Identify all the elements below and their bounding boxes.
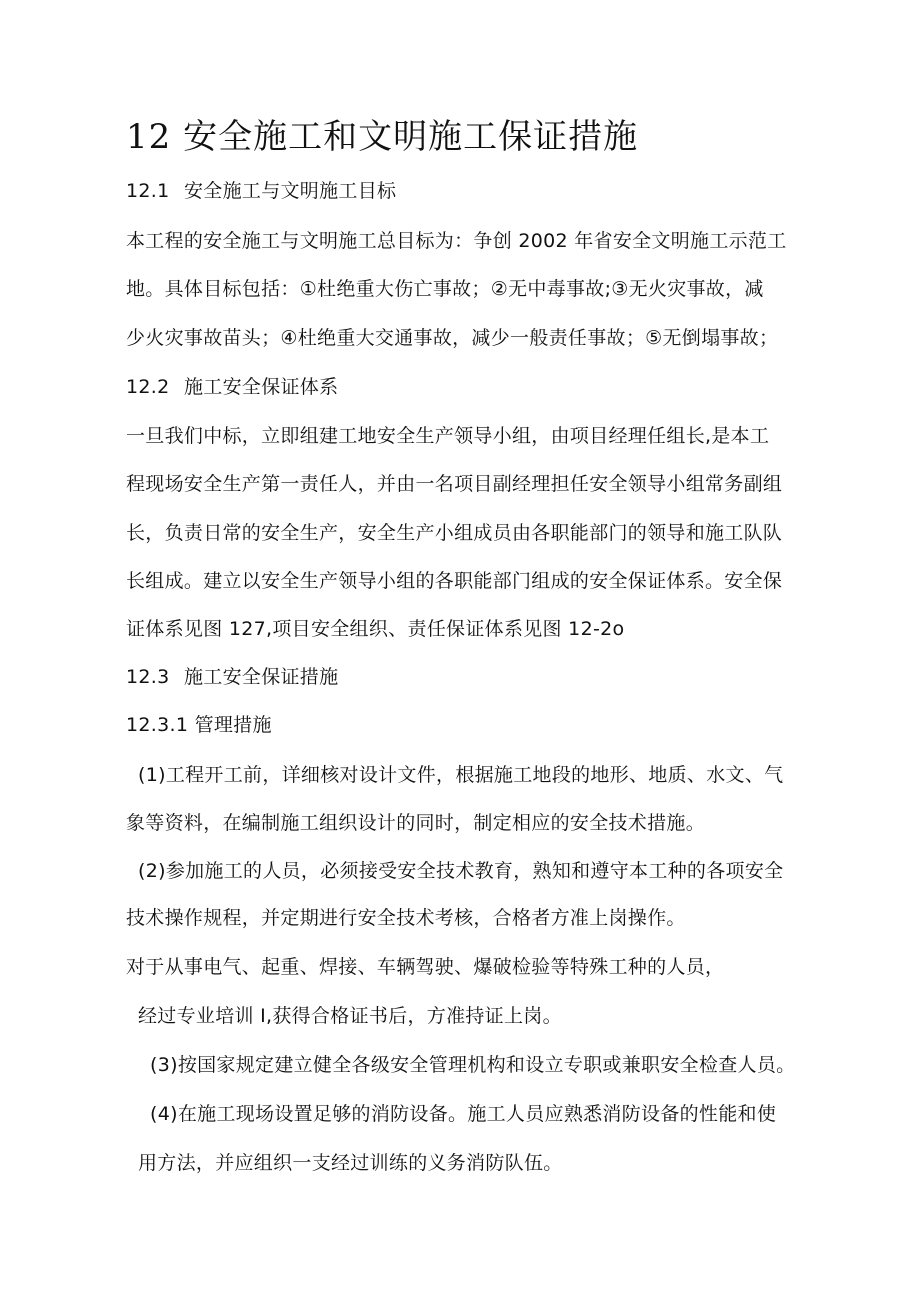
paragraph-line: 少火灾事故苗头；④杜绝重大交通事故，减少一般责任事故；⑤无倒塌事故；: [126, 327, 779, 349]
paragraph-line: 本工程的安全施工与文明施工总目标为：争创 2002 年省安全文明施工示范工: [126, 230, 787, 252]
section-title: 安全施工与文明施工目标: [184, 180, 397, 202]
paragraph-line: 象等资料，在编制施工组织设计的同时，制定相应的安全技术措施。: [126, 812, 706, 834]
section-number: 12.2: [126, 376, 170, 398]
section-title: 施工安全保证措施: [184, 666, 339, 688]
paragraph-line: 地。具体目标包括：①杜绝重大伤亡事故；②无中毒事故;③无火灾事故，减: [126, 278, 764, 300]
paragraph-line: 证体系见图 127,项目安全组织、责任保证体系见图 12-2o: [126, 618, 625, 640]
paragraph-line: 技术操作规程，并定期进行安全技术考核，合格者方准上岗操作。: [126, 907, 686, 929]
paragraph-line: 一旦我们中标，立即组建工地安全生产领导小组，由项目经理任组长,是本工: [126, 425, 770, 447]
subsection-12-3-1-heading: 12.3.1 管理措施: [126, 714, 272, 736]
document-title: 12 安全施工和文明施工保证措施: [126, 117, 639, 157]
paragraph-line: 用方法，并应组织一支经过训练的义务消防队伍。: [138, 1152, 563, 1174]
paragraph-line: (3)按国家规定建立健全各级安全管理机构和设立专职或兼职安全检查人员。: [150, 1054, 796, 1076]
section-12-2-heading: [126, 372, 338, 402]
paragraph-line: 程现场安全生产第一责任人，并由一名项目副经理担任安全领导小组常务副组: [126, 473, 783, 495]
section-number: 12.1: [126, 180, 170, 202]
section-12-1-heading: [126, 176, 396, 206]
paragraph-line: (4)在施工现场设置足够的消防设备。施工人员应熟悉消防设备的性能和使: [150, 1103, 777, 1125]
section-number: 12.3: [126, 666, 170, 688]
paragraph-line: 经过专业培训 I,获得合格证书后，方准持证上岗。: [138, 1005, 562, 1027]
paragraph-line: 长组成。建立以安全生产领导小组的各职能部门组成的安全保证体系。安全保: [126, 570, 783, 592]
section-title: 施工安全保证体系: [184, 376, 339, 398]
paragraph-line: (2)参加施工的人员，必须接受安全技术教育，熟知和遵守本工种的各项安全: [138, 860, 784, 882]
section-12-3-heading: [126, 662, 338, 692]
paragraph-line: 对于从事电气、起重、焊接、车辆驾驶、爆破检验等特殊工种的人员，: [126, 956, 725, 978]
paragraph-line: 长，负责日常的安全生产，安全生产小组成员由各职能部门的领导和施工队队: [126, 522, 783, 544]
paragraph-line: (1)工程开工前，详细核对设计文件，根据施工地段的地形、地质、水文、气: [138, 764, 784, 786]
